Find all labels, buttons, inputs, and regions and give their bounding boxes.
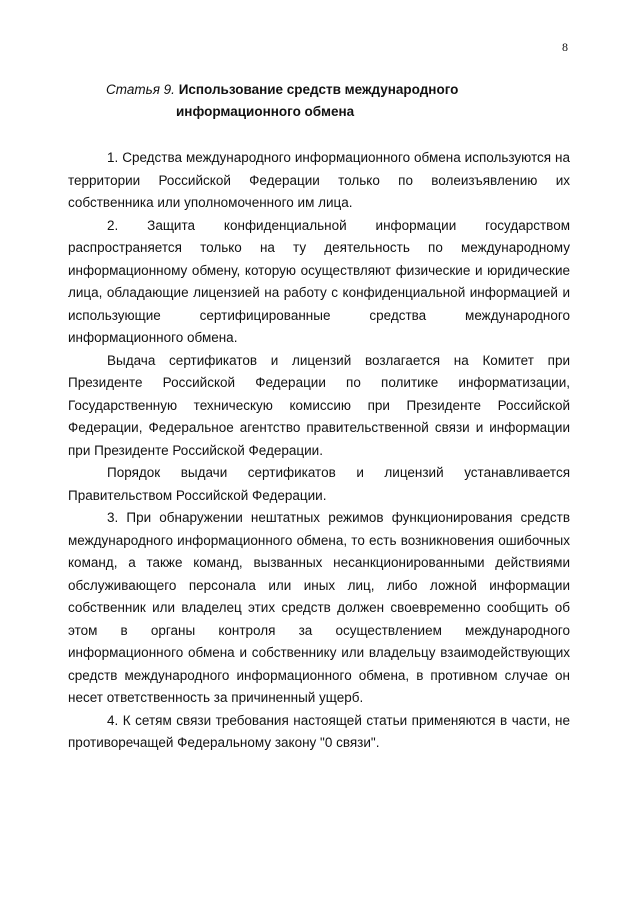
article-title-line2: информационного обмена bbox=[176, 104, 355, 119]
paragraph-2: 2. Защита конфиденциальной информации государством распространяется только на ту деятельность по международному информационному обмену, которую осуществляют физические и юридические лица, обладающие лицензией на работу с конфиденциальной информацией и использующие сертифицированные средства международного информационного обмена. bbox=[68, 217, 570, 345]
article-body bbox=[68, 147, 570, 755]
page-number: 8 bbox=[562, 40, 568, 54]
article-heading bbox=[106, 79, 506, 123]
paragraph-6: 4. К сетям связи требования настоящей статьи применяются в части, не противоречащей Федеральному закону "0 связи". bbox=[68, 712, 570, 750]
paragraph-1: 1. Средства международного информационного обмена используются на территории Российской Федерации только по волеизъявлению их собственника или уполномоченного им лица. bbox=[68, 150, 570, 210]
paragraph-5: 3. При обнаружении нештатных режимов функционирования средств международного информационного обмена, то есть возникновения ошибочных команд, а также команд, вызванных несанкционированными действиями обслуживающего персонала или иных лиц, либо ложной информации собственник или владелец этих средств должен своевременно сообщить об этом в органы контроля за осуществлением международного информационного обмена и собственнику или владельцу взаимодействующих средств международного информационного обмена, в противном случае он несет ответственность за причиненный ущерб. bbox=[68, 510, 570, 705]
paragraph-4: Порядок выдачи сертификатов и лицензий устанавливается Правительством Российской Федерации. bbox=[68, 465, 570, 503]
article-label: Статья 9. bbox=[106, 82, 175, 97]
article-title-line1: Использование средств международного bbox=[178, 82, 459, 97]
paragraph-3: Выдача сертификатов и лицензий возлагается на Комитет при Президенте Российской Федерации по политике информатизации, Государственную техническую комиссию при Президенте Российской Федерации, Федеральное агентство правительственной связи и информации при Президенте Российской Федерации. bbox=[68, 352, 570, 458]
